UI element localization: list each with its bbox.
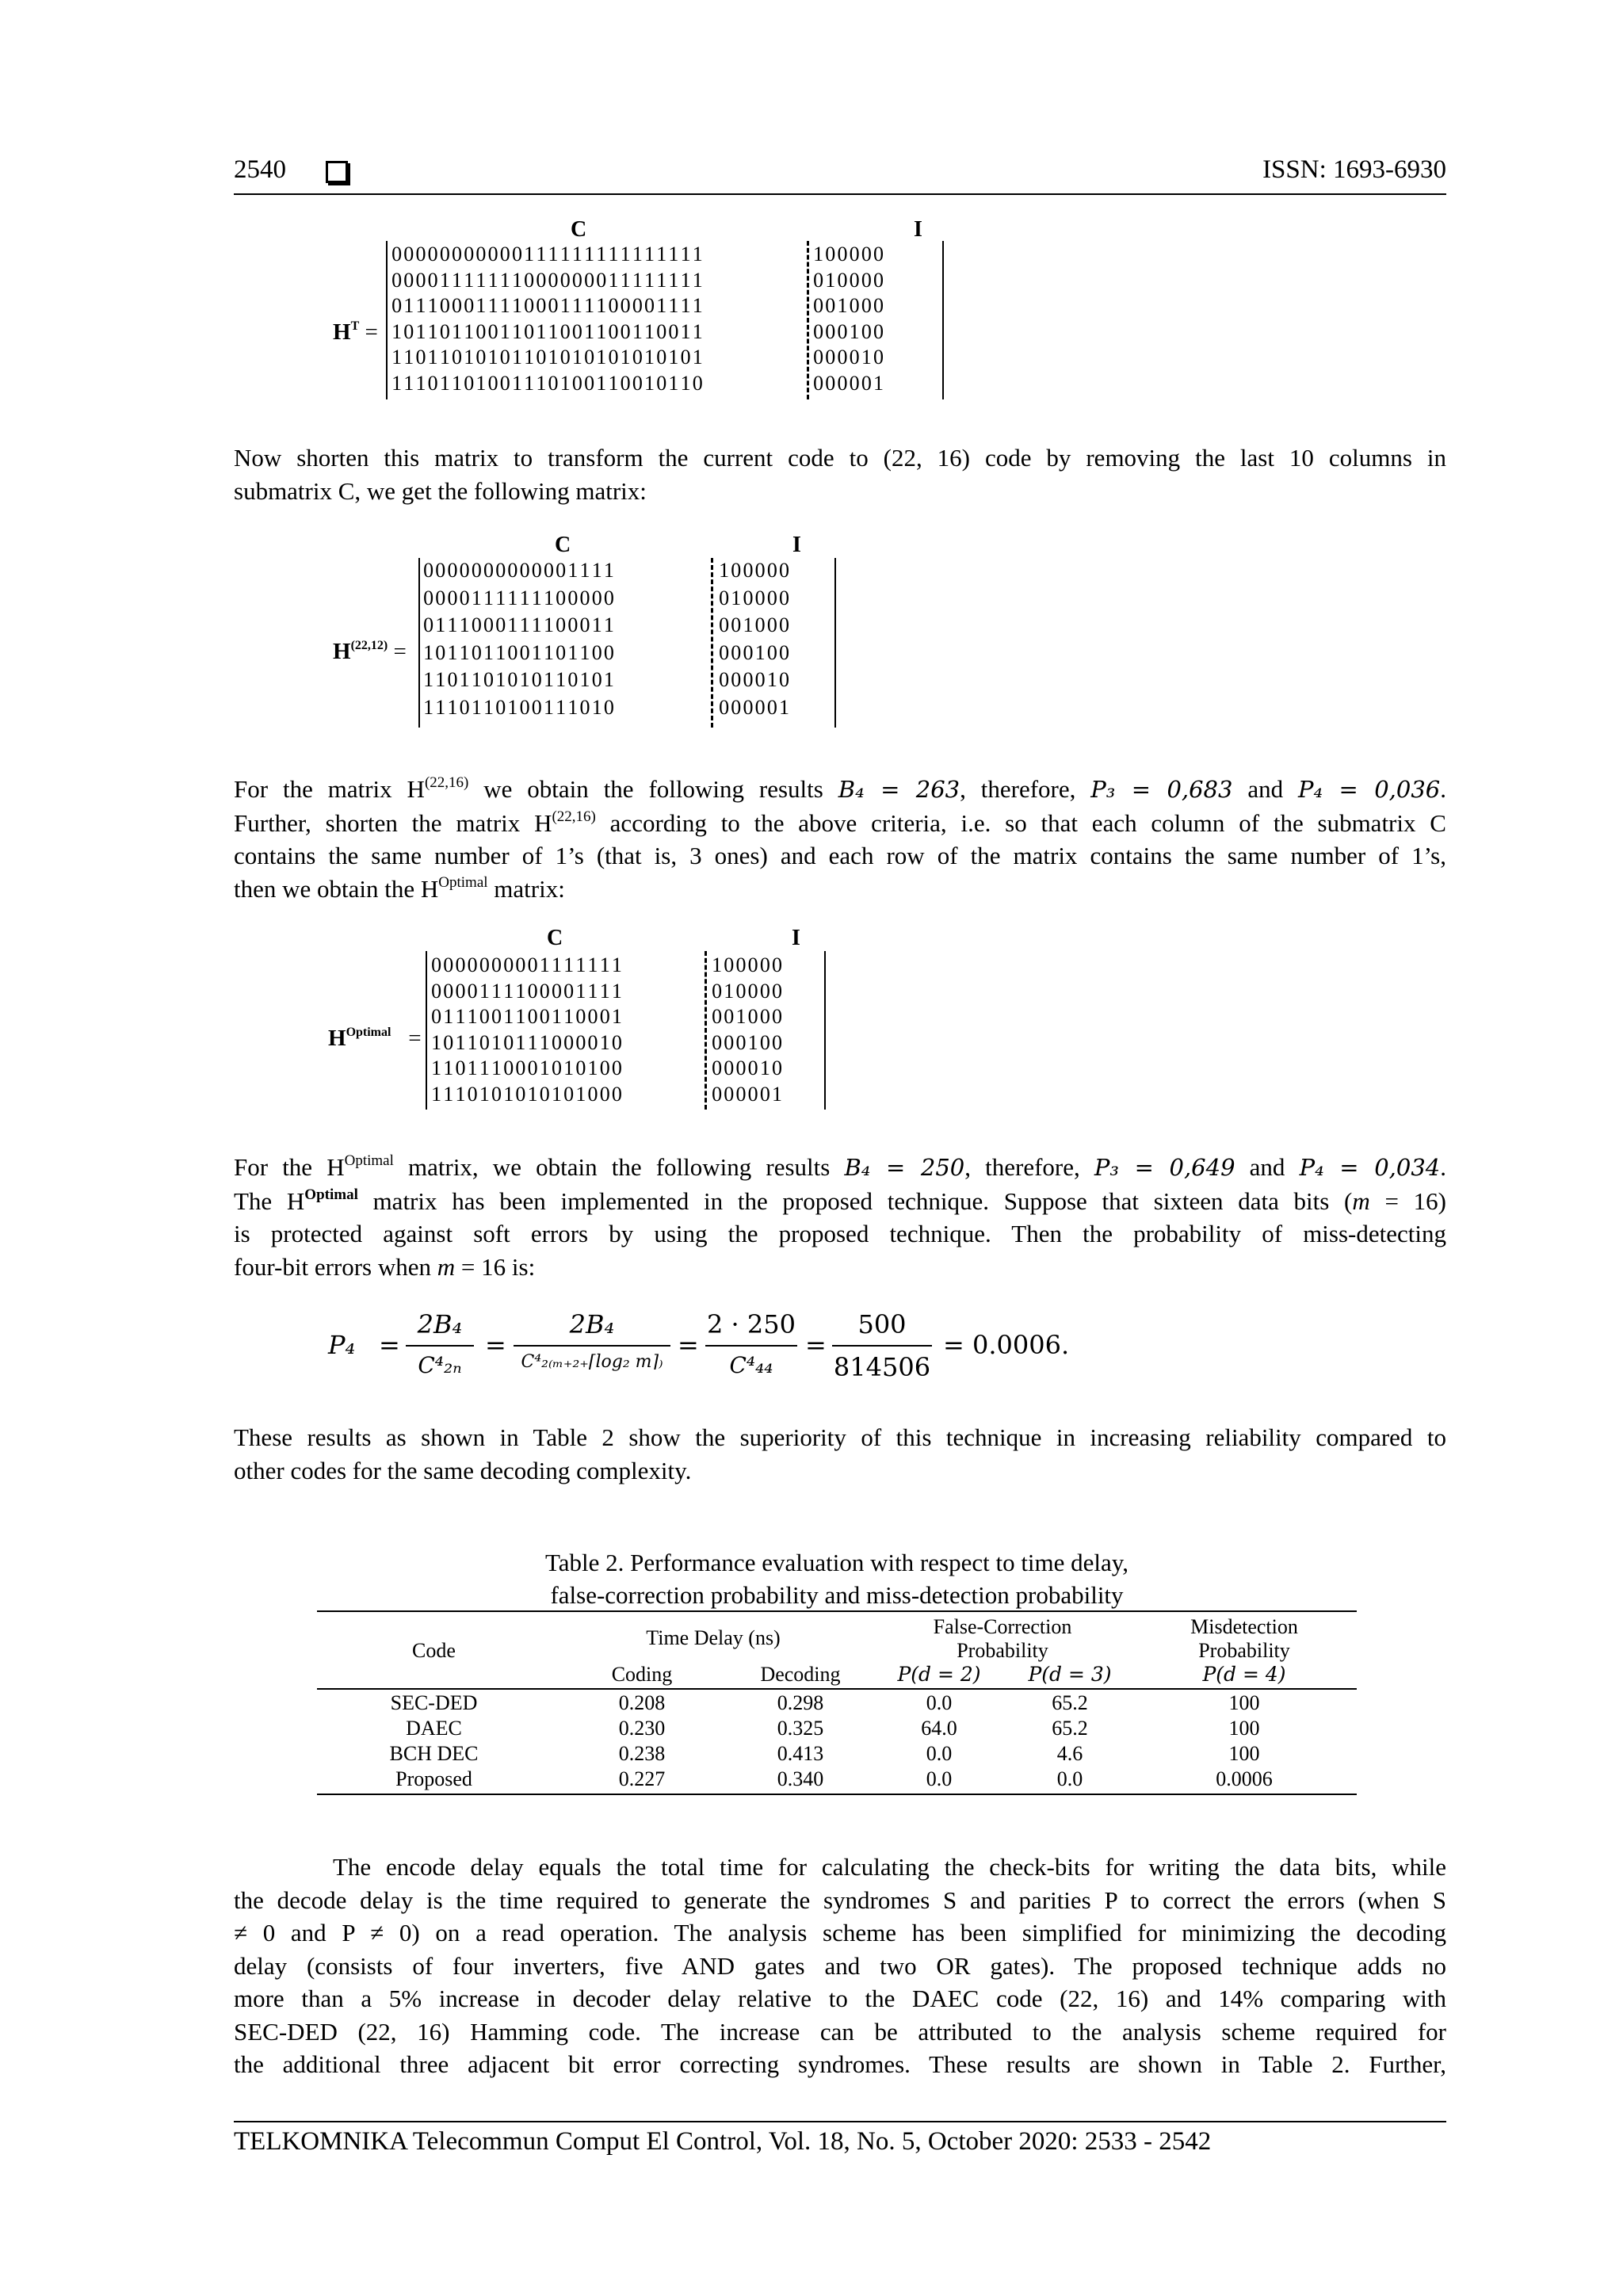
matrix-row-c: 11011010101101010101010101 xyxy=(391,346,703,369)
matrix-row-i: 0 0 0 1 0 0 xyxy=(813,319,884,343)
table-cell-code: SEC-DED xyxy=(390,1691,478,1714)
matrix-row-i: 0 0 0 1 0 0 xyxy=(712,1030,783,1054)
matrix-row-c: 1110101010101000 xyxy=(431,1082,622,1106)
eq-f4-den: 814506 xyxy=(833,1352,931,1382)
matrix-row-i: 1 0 0 0 0 0 xyxy=(712,953,783,976)
th-p2: P(d = 2) xyxy=(897,1663,981,1686)
matrix-row-i: 0 0 0 0 1 0 xyxy=(712,1056,783,1079)
eq-f2-num: 2B₄ xyxy=(569,1309,615,1339)
table-cell-decoding: 0.340 xyxy=(777,1767,824,1790)
matrix-hopt-right-bracket xyxy=(824,951,826,1110)
table-cell-p2: 0.0 xyxy=(926,1767,953,1790)
th-false-correction: False-Correction xyxy=(933,1615,1072,1638)
table-bottom-rule xyxy=(317,1794,1357,1795)
eq-lhs: P₄ xyxy=(328,1330,356,1360)
eq-sign: = xyxy=(805,1330,827,1360)
matrix-row-c: 1110110100111010 xyxy=(423,695,614,719)
matrix-row xyxy=(430,1031,623,1055)
header-rule xyxy=(234,193,1446,195)
text-line: more than a 5% increase in decoder delay relative to the DAEC code (22, 16) and 14% comparing with xyxy=(234,1985,1446,2012)
matrix-row xyxy=(430,980,623,1003)
matrix-row-i: 0 0 0 0 0 1 xyxy=(813,371,884,395)
text-line: then we obtain the $H^{Optimal}$ matrix: xyxy=(234,873,565,903)
matrix-row-c: 1101101010110101 xyxy=(423,668,614,691)
matrix-row-c: 11101101001110100110010110 xyxy=(391,371,703,395)
table-cell-p2: 0.0 xyxy=(926,1691,953,1714)
text-line: is protected against soft errors by using the proposed technique. Then the probability of miss-detecting xyxy=(234,1220,1446,1247)
text-line: Now shorten this matrix to transform the current code to (22, 16) code by removing the last 10 columns in xyxy=(234,444,1446,472)
footer-citation: TELKOMNIKA Telecommun Comput El Control, Vol. 18, No. 5, October 2020: 2533 - 2542 xyxy=(234,2127,1212,2156)
eq-f1-bar xyxy=(406,1345,474,1347)
eq-f1-den: C⁴₂ₙ xyxy=(418,1352,462,1378)
table-cell-decoding: 0.325 xyxy=(777,1717,824,1740)
page-number: 2540 xyxy=(234,155,286,184)
th-coding: Coding xyxy=(611,1663,673,1686)
text-line: submatrix C, we get the following matrix: xyxy=(234,476,647,505)
matrix-row-i: 1 0 0 0 0 0 xyxy=(813,243,884,266)
matrix-row xyxy=(391,346,704,369)
matrix-row-c: 1101110001010100 xyxy=(431,1056,622,1079)
th-decoding: Decoding xyxy=(760,1663,841,1686)
matrix-row-i: 0 0 0 0 0 1 xyxy=(719,695,790,719)
matrix-row-c: 10110110011011001100110011 xyxy=(391,319,703,343)
matrix-row-c: 1011011001101100 xyxy=(423,640,614,664)
matrix-row-i: 1 0 0 0 0 0 xyxy=(719,559,790,582)
matrix-row-c: 0111001100110001 xyxy=(431,1005,622,1028)
matrix-row xyxy=(430,1056,623,1080)
matrix-row-i: 0 0 1 0 0 0 xyxy=(719,613,790,636)
matrix-h2212-col-c: C xyxy=(555,533,571,557)
eq-f3-den: C⁴₄₄ xyxy=(729,1352,773,1378)
matrix-row-i: 0 0 0 0 1 0 xyxy=(813,346,884,369)
table-top-rule xyxy=(317,1610,1357,1612)
text-line: other codes for the same decoding complexity. xyxy=(234,1456,692,1484)
matrix-h2212-label: H$^{(22,12)}$ = xyxy=(333,639,407,664)
matrix-h2212-col-i: I xyxy=(792,533,801,557)
matrix-row-c: 0000111111100000 xyxy=(423,586,614,609)
table-cell-coding: 0.230 xyxy=(618,1717,666,1740)
table-cell-decoding: 0.413 xyxy=(777,1742,824,1765)
text-line: These results as shown in Table 2 show the superiority of this technique in increasing reliability compared to xyxy=(234,1423,1446,1451)
matrix-h2212-right-bracket xyxy=(834,558,836,728)
matrix-hopt-label: $H^{Optimal}$ = xyxy=(328,1026,422,1051)
matrix-row-c: 00001111111000000011111111 xyxy=(391,268,703,292)
matrix-hopt-separator xyxy=(705,951,707,1110)
text-line: SEC-DED (22, 16) Hamming code. The increase can be attributed to the analysis scheme required for xyxy=(234,2017,1446,2046)
table-cell-p4: 100 xyxy=(1228,1742,1260,1765)
th-false-correction-2: Probability xyxy=(957,1639,1048,1662)
paragraph-hopt-results xyxy=(234,1151,1446,1283)
matrix-row xyxy=(391,320,704,344)
text-line: contains the same number of 1’s (that is, 3 ones) and each row of the matrix contains the same number of 1’s, xyxy=(234,842,1446,869)
matrix-ht-col-c: C xyxy=(571,217,587,242)
matrix-row-i: 0 1 0 0 0 0 xyxy=(719,586,790,609)
matrix-row-i: 0 0 0 0 1 0 xyxy=(719,668,790,691)
matrix-row xyxy=(422,559,615,583)
text-line: delay (consists of four inverters, five AND gates and two OR gates). The proposed technique adds no xyxy=(234,1951,1446,1980)
eq-f1-num: 2B₄ xyxy=(417,1309,463,1339)
paragraph-superiority xyxy=(234,1421,1446,1487)
table-cell-p3: 65.2 xyxy=(1052,1691,1088,1714)
table-cell-decoding: 0.298 xyxy=(777,1691,824,1714)
table-cell-p4: 100 xyxy=(1228,1691,1260,1714)
matrix-row-i: 0 0 1 0 0 0 xyxy=(712,1005,783,1028)
matrix-ht-col-i: I xyxy=(914,217,922,242)
table-cell-coding: 0.227 xyxy=(618,1767,666,1790)
matrix-hopt-left-bracket xyxy=(426,951,427,1110)
table-caption xyxy=(317,1546,1357,1611)
matrix-hopt-col-c: C xyxy=(547,926,563,950)
eq-f3-bar xyxy=(705,1345,797,1347)
matrix-row xyxy=(430,1083,623,1106)
table-cell-coding: 0.238 xyxy=(618,1742,666,1765)
table-cell-p3: 0.0 xyxy=(1056,1767,1083,1790)
matrix-row-c: 0000000001111111 xyxy=(431,953,622,976)
caption-line: false-correction probability and miss-detection probability xyxy=(550,1581,1124,1609)
table-cell-p2: 0.0 xyxy=(926,1742,953,1765)
matrix-row xyxy=(430,1005,623,1029)
eq-f4-num: 500 xyxy=(857,1309,907,1339)
eq-sign: = xyxy=(379,1330,400,1360)
matrix-ht-label: $H^T$ = xyxy=(333,319,378,345)
text-line: For the matrix H$^{(22,16)}$ we obtain the following results B₄ = 263, therefore, P₃ = 0,683 and P₄ = 0,036. xyxy=(234,774,1446,803)
matrix-row xyxy=(422,668,615,692)
matrix-h2212-left-bracket xyxy=(418,558,420,728)
caption-line: Table 2. Performance evaluation with respect to time delay, xyxy=(544,1549,1129,1576)
matrix-row-i: 0 0 0 1 0 0 xyxy=(719,640,790,664)
matrix-row-c: 00000000000111111111111111 xyxy=(391,243,703,266)
matrix-row-c: 01110001111000111100001111 xyxy=(391,294,703,317)
matrix-row xyxy=(391,294,704,318)
footer-rule xyxy=(234,2121,1446,2122)
th-time-delay: Time Delay (ns) xyxy=(646,1626,781,1649)
matrix-row xyxy=(391,269,704,292)
text-line: the decode delay is the time required to generate the syndromes S and parities P to correct the errors (when S xyxy=(234,1885,1446,1914)
matrix-hopt-col-i: I xyxy=(792,926,800,950)
eq-result: = 0.0006. xyxy=(943,1330,1070,1360)
matrix-row xyxy=(422,696,615,720)
matrix-row-i: 0 1 0 0 0 0 xyxy=(712,979,783,1003)
matrix-row xyxy=(422,586,615,610)
text-line: The $H^{Optimal}$ matrix has been implemented in the proposed technique. Suppose that sixteen data bits (m = 16) xyxy=(234,1186,1446,1215)
text-line: Further, shorten the matrix H$^{(22,16)}$ according to the above criteria, i.e. so that each column of the submatrix C xyxy=(234,808,1446,837)
paragraph-h2216-results xyxy=(234,773,1446,905)
th-p4: P(d = 4) xyxy=(1202,1663,1286,1686)
table-mid-rule xyxy=(317,1688,1357,1690)
eq-f2-den: C⁴₂₍ₘ₊₂₊⌈log₂ m⌉₎ xyxy=(521,1352,663,1372)
th-code: Code xyxy=(412,1639,456,1662)
table-cell-p4: 100 xyxy=(1228,1717,1260,1740)
text-line: ≠ 0 and P ≠ 0) on a read operation. The analysis scheme has been simplified for minimizing the decoding xyxy=(234,1919,1446,1946)
th-misdetection-2: Probability xyxy=(1198,1639,1290,1662)
matrix-row-i: 0 0 1 0 0 0 xyxy=(813,294,884,317)
matrix-row xyxy=(422,613,615,637)
eq-f3-num: 2 · 250 xyxy=(707,1309,796,1339)
eq-f2-bar xyxy=(514,1345,670,1347)
text-line: four-bit errors when m = 16 is: xyxy=(234,1252,536,1281)
table-cell-code: Proposed xyxy=(395,1767,472,1790)
matrix-row xyxy=(391,243,704,266)
text-line: The encode delay equals the total time for calculating the check-bits for writing the data bits, while xyxy=(333,1853,1446,1881)
table-cell-p4: 0.0006 xyxy=(1216,1767,1273,1790)
matrix-row xyxy=(391,372,704,395)
eq-f4-bar xyxy=(832,1345,932,1347)
text-line: the additional three adjacent bit error correcting syndromes. These results are shown in Table 2. Further, xyxy=(234,2050,1446,2078)
th-p3: P(d = 3) xyxy=(1028,1663,1112,1686)
matrix-row xyxy=(422,641,615,665)
eq-sign: = xyxy=(678,1330,699,1360)
matrix-row-c: 0111000111100011 xyxy=(423,613,614,636)
matrix-ht-separator xyxy=(807,241,809,399)
matrix-row-i: 0 1 0 0 0 0 xyxy=(813,268,884,292)
matrix-ht-left-bracket xyxy=(386,241,388,399)
table-cell-code: DAEC xyxy=(406,1717,462,1740)
paragraph-shorten xyxy=(234,441,1446,507)
text-line: For the $H^{Optimal}$ matrix, we obtain the following results B₄ = 250, therefore, P₃ = 0,649 and P₄ = 0,034. xyxy=(234,1152,1446,1181)
matrix-h2212-separator xyxy=(711,558,713,728)
matrix-ht-right-bracket xyxy=(942,241,944,399)
th-misdetection: Misdetection xyxy=(1190,1615,1298,1638)
table-cell-code: BCH DEC xyxy=(389,1742,479,1765)
square-icon xyxy=(326,161,348,183)
table-cell-p2: 64.0 xyxy=(921,1717,957,1740)
table-cell-p3: 65.2 xyxy=(1052,1717,1088,1740)
matrix-row-c: 1011010111000010 xyxy=(431,1030,622,1054)
table-cell-p3: 4.6 xyxy=(1056,1742,1083,1765)
paragraph-encode-delay xyxy=(234,1851,1446,2081)
matrix-row xyxy=(430,953,623,977)
table-cell-coding: 0.208 xyxy=(618,1691,666,1714)
matrix-row-c: 0000000000001111 xyxy=(423,559,614,582)
matrix-row-c: 0000111100001111 xyxy=(431,979,622,1003)
eq-sign: = xyxy=(485,1330,506,1360)
issn: ISSN: 1693-6930 xyxy=(1262,155,1446,184)
matrix-row-i: 0 0 0 0 0 1 xyxy=(712,1082,783,1106)
